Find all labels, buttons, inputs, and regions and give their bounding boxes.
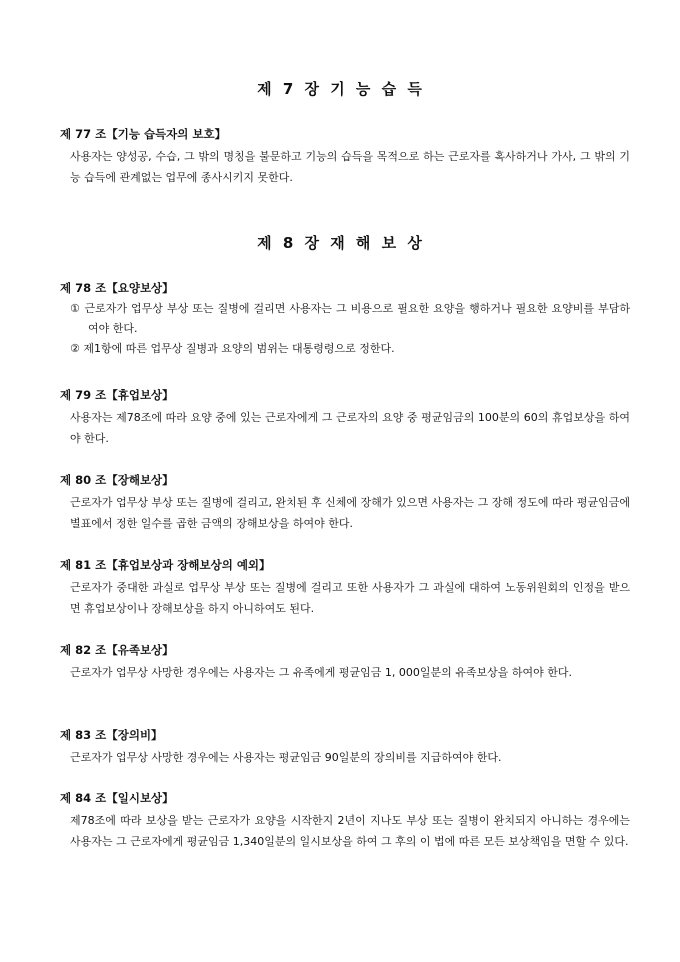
article-81-heading: 제 81 조【휴업보상과 장해보상의 예외】 xyxy=(60,558,271,572)
article-82 xyxy=(60,642,630,683)
chapter-7-title: 제 7 장 기 능 습 득 xyxy=(257,80,423,98)
article-79-body: 사용자는 제78조에 따라 요양 중에 있는 근로자에게 그 근로자의 요양 중 평균임금의 100분의 60의 휴업보상을 하여야 한다. xyxy=(70,411,630,445)
article-82-heading: 제 82 조【유족보상】 xyxy=(60,643,174,657)
article-80-heading: 제 80 조【장해보상】 xyxy=(60,473,174,487)
article-78-heading: 제 78 조【요양보상】 xyxy=(60,281,174,295)
article-77-body: 사용자는 양성공, 수습, 그 밖의 명칭을 불문하고 기능의 습득을 목적으로 하는 근로자를 혹사하거나 가사, 그 밖의 기능 습득에 관계없는 업무에 종사시키지 못한다. xyxy=(70,150,630,184)
article-78 xyxy=(60,280,630,359)
article-79-heading: 제 79 조【휴업보상】 xyxy=(60,388,174,402)
article-78-item-1: ① 근로자가 업무상 부상 또는 질병에 걸리면 사용자는 그 비용으로 필요한 요양을 행하거나 필요한 요양비를 부담하여야 한다. xyxy=(70,302,630,335)
article-78-item-2: ② 제1항에 따른 업무상 질병과 요양의 범위는 대통령령으로 정한다. xyxy=(70,342,395,355)
article-81 xyxy=(60,557,630,619)
article-80-body: 근로자가 업무상 부상 또는 질병에 걸리고, 완치된 후 신체에 장해가 있으면 사용자는 그 장해 정도에 따라 평균임금에 별표에서 정한 일수를 곱한 금액의 장해보상을 하여야 한다. xyxy=(70,496,630,530)
article-77 xyxy=(60,126,630,188)
article-83 xyxy=(60,727,630,768)
article-83-heading: 제 83 조【장의비】 xyxy=(60,728,163,742)
article-84 xyxy=(60,790,630,852)
article-78-items xyxy=(60,299,630,359)
article-83-body: 근로자가 업무상 사망한 경우에는 사용자는 평균임금 90일분의 장의비를 지급하여야 한다. xyxy=(70,751,502,764)
article-80 xyxy=(60,472,630,534)
article-84-body: 제78조에 따라 보상을 받는 근로자가 요양을 시작한지 2년이 지나도 부상 또는 질병이 완치되지 아니하는 경우에는 사용자는 그 근로자에게 평균임금 1,340일분의 일시보상을 하여 그 후의 이 법에 따른 모든 보상책임을 면할 수 있다. xyxy=(70,814,630,848)
article-79 xyxy=(60,387,630,449)
article-84-heading: 제 84 조【일시보상】 xyxy=(60,791,174,805)
chapter-8-title: 제 8 장 재 해 보 상 xyxy=(257,234,423,252)
article-82-body: 근로자가 업무상 사망한 경우에는 사용자는 그 유족에게 평균임금 1, 000일분의 유족보상을 하여야 한다. xyxy=(70,666,572,679)
article-77-heading: 제 77 조【기능 습득자의 보호】 xyxy=(60,127,227,141)
article-81-body: 근로자가 중대한 과실로 업무상 부상 또는 질병에 걸리고 또한 사용자가 그 과실에 대하여 노동위원회의 인정을 받으면 휴업보상이나 장해보상을 하지 아니하여도 된다. xyxy=(70,581,630,615)
